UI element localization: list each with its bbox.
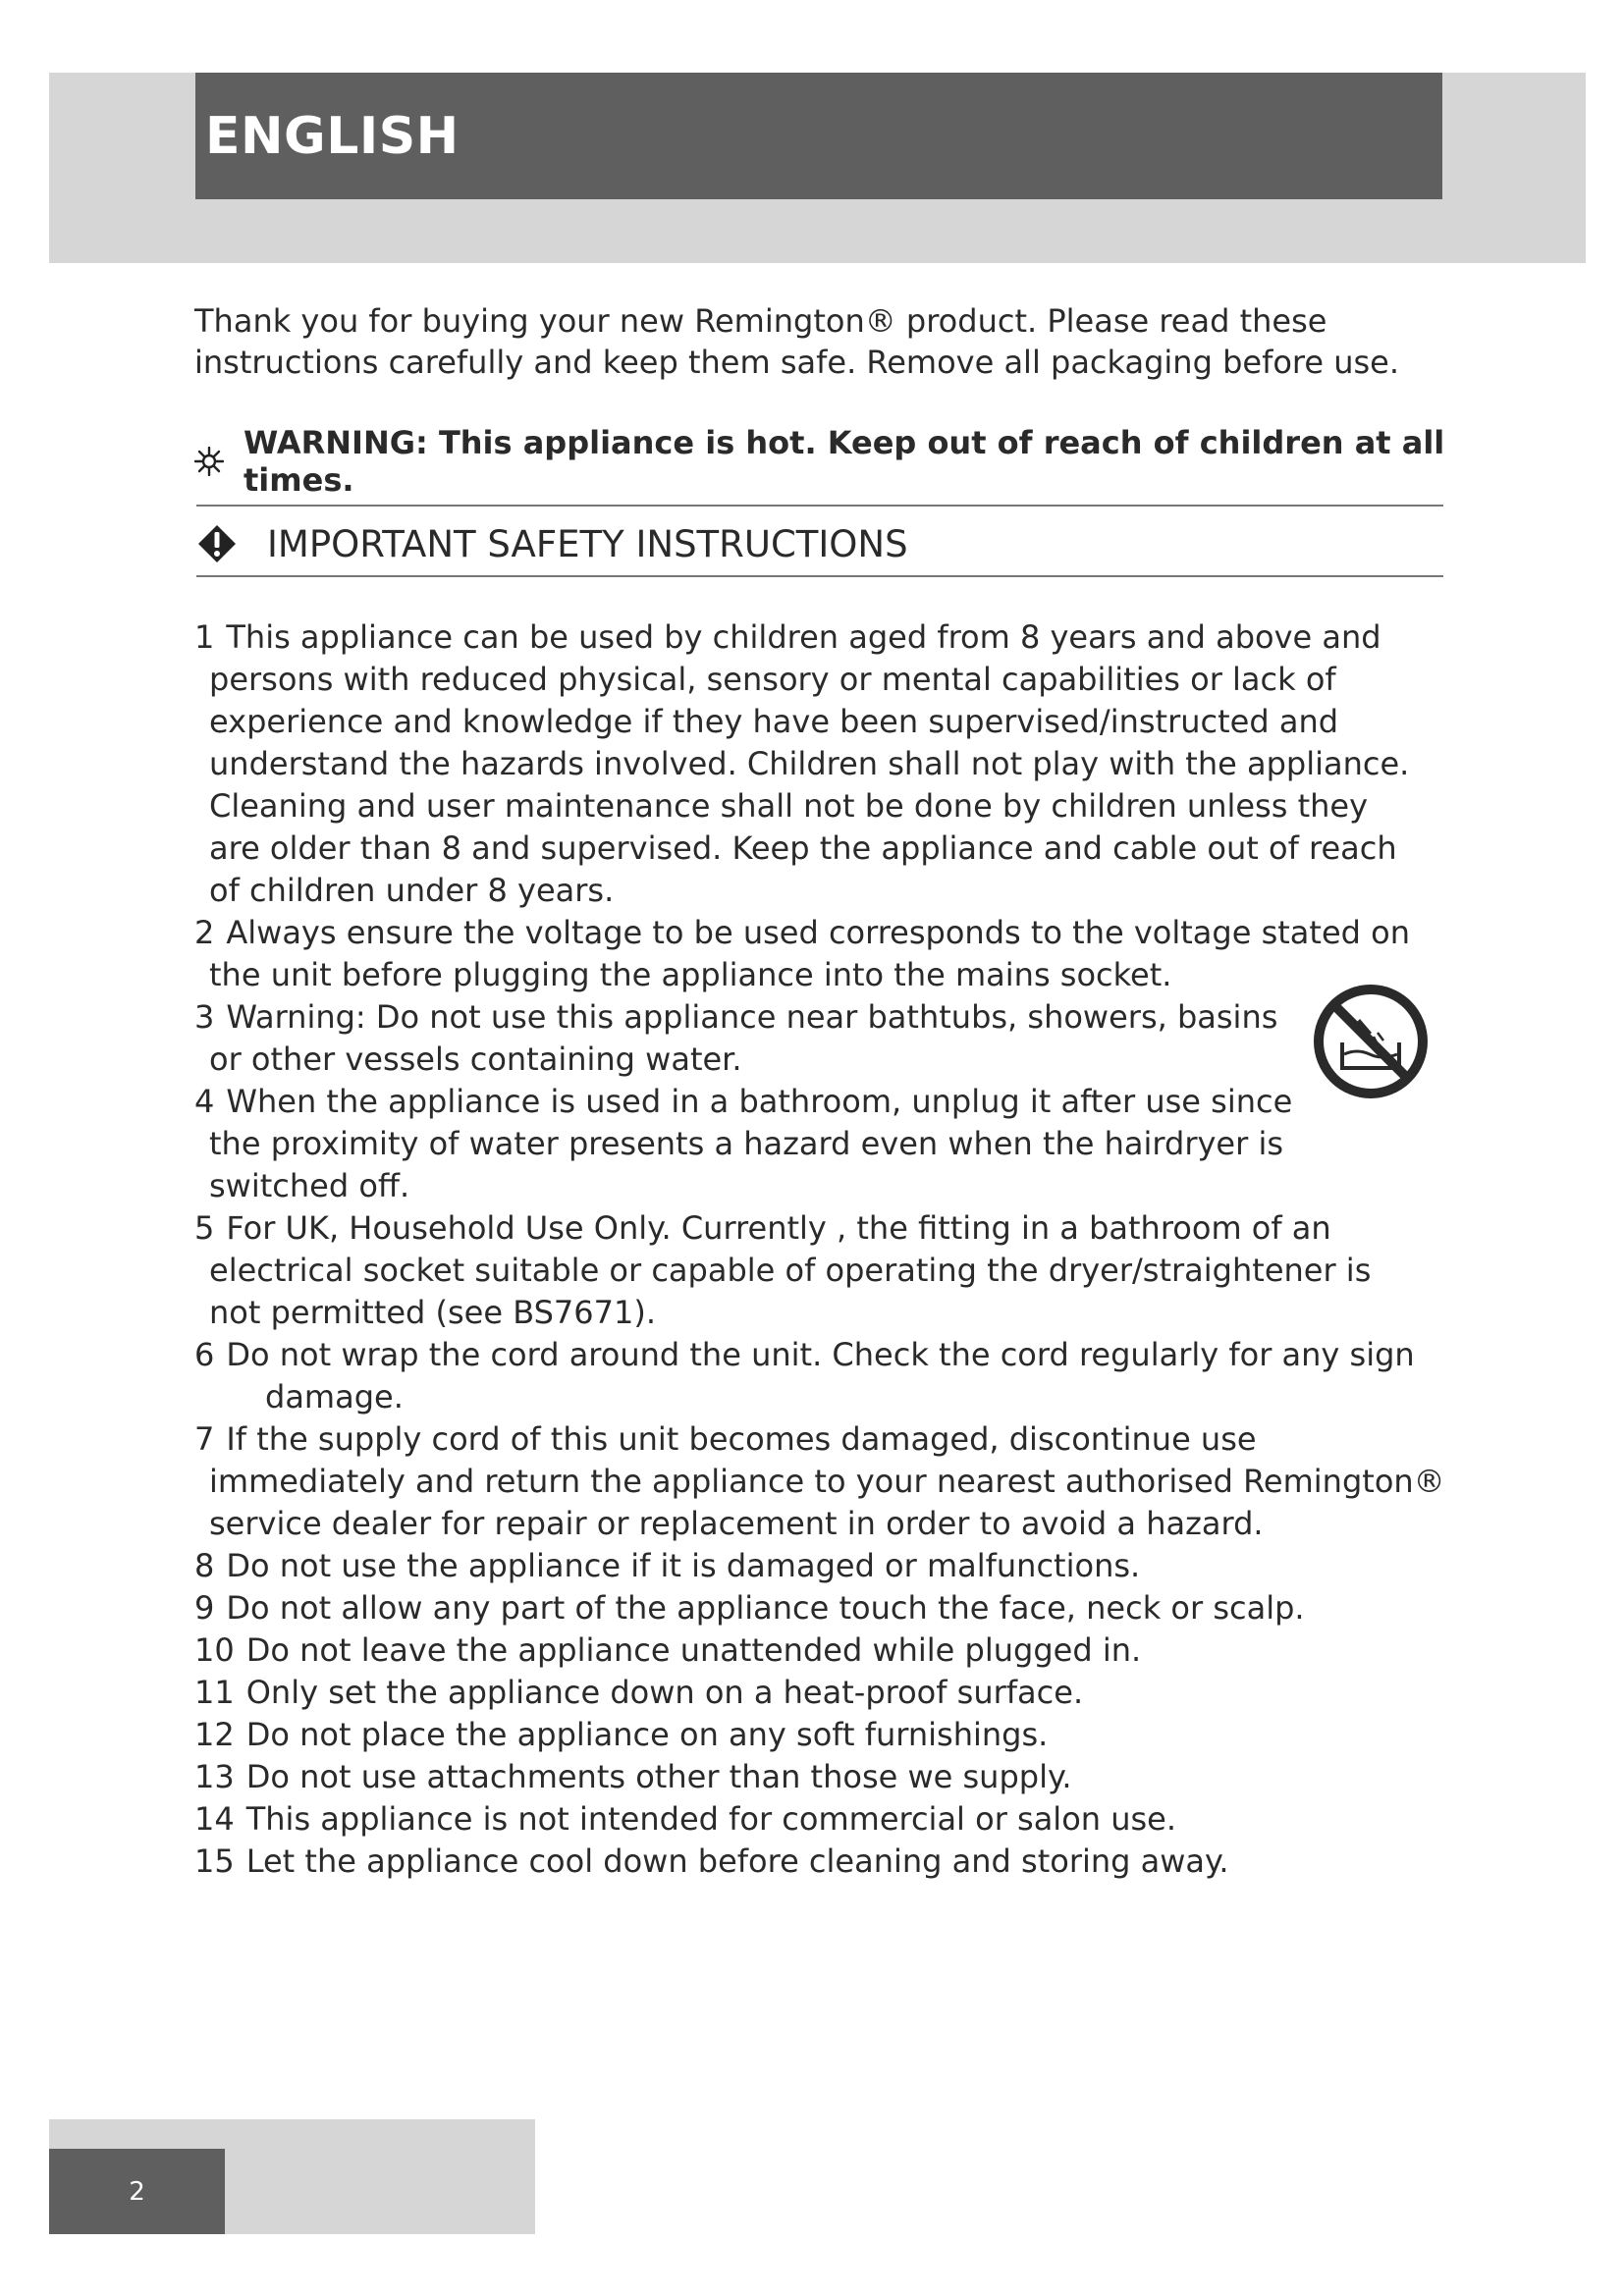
instruction-number: 6 bbox=[194, 1336, 215, 1373]
instruction-number: 14 bbox=[194, 1800, 235, 1838]
instruction-line: This appliance can be used by children aged from 8 years and above and bbox=[226, 618, 1381, 656]
instruction-number: 11 bbox=[194, 1674, 235, 1711]
instruction-item bbox=[194, 1714, 1471, 1756]
sun-warning-icon bbox=[194, 447, 224, 476]
instruction-number: 9 bbox=[194, 1589, 215, 1627]
instruction-number: 10 bbox=[194, 1631, 235, 1669]
instruction-number: 4 bbox=[194, 1083, 215, 1120]
instruction-line: Only set the appliance down on a heat-proof surface. bbox=[245, 1674, 1084, 1711]
instruction-number: 15 bbox=[194, 1842, 235, 1880]
instruction-line: Cleaning and user maintenance shall not be done by children unless they bbox=[209, 787, 1369, 825]
safety-heading-text: IMPORTANT SAFETY INSTRUCTIONS bbox=[267, 522, 908, 565]
instruction-line: the proximity of water presents a hazard even when the hairdryer is bbox=[209, 1125, 1283, 1162]
instruction-line: When the appliance is used in a bathroom, unplug it after use since bbox=[226, 1083, 1293, 1120]
instruction-item bbox=[194, 996, 1471, 1081]
page-number: 2 bbox=[49, 2149, 225, 2234]
no-water-bath-icon bbox=[1313, 984, 1429, 1099]
instruction-line: Do not allow any part of the appliance touch the face, neck or scalp. bbox=[226, 1589, 1305, 1627]
instruction-number: 8 bbox=[194, 1547, 215, 1584]
instruction-line: damage. bbox=[265, 1378, 404, 1415]
instruction-number: 7 bbox=[194, 1420, 215, 1458]
instruction-line: persons with reduced physical, sensory or mental capabilities or lack of bbox=[209, 661, 1336, 698]
instruction-number: 12 bbox=[194, 1716, 235, 1753]
instruction-number: 3 bbox=[194, 998, 215, 1036]
instruction-line: of children under 8 years. bbox=[209, 872, 615, 909]
instruction-line: If the supply cord of this unit becomes damaged, discontinue use bbox=[226, 1420, 1257, 1458]
instruction-line: Warning: Do not use this appliance near bathtubs, showers, basins bbox=[226, 998, 1278, 1036]
divider-top bbox=[196, 505, 1443, 507]
instruction-line: are older than 8 and supervised. Keep the appliance and cable out of reach bbox=[209, 829, 1397, 867]
instruction-number: 2 bbox=[194, 914, 215, 951]
safety-heading bbox=[196, 514, 908, 573]
page-title: ENGLISH bbox=[195, 73, 1442, 199]
instruction-line: electrical socket suitable or capable of operating the dryer/straightener is bbox=[209, 1252, 1372, 1289]
instruction-item bbox=[194, 912, 1471, 996]
instruction-item bbox=[194, 1207, 1471, 1334]
instruction-number: 13 bbox=[194, 1758, 235, 1795]
instruction-item bbox=[194, 616, 1471, 912]
instruction-line: switched off. bbox=[209, 1167, 410, 1204]
instruction-line: Let the appliance cool down before cleaning and storing away. bbox=[245, 1842, 1229, 1880]
instruction-line: For UK, Household Use Only. Currently , the fitting in a bathroom of an bbox=[226, 1209, 1331, 1247]
instruction-line: Do not place the appliance on any soft furnishings. bbox=[245, 1716, 1049, 1753]
instruction-line: This appliance is not intended for commercial or salon use. bbox=[245, 1800, 1177, 1838]
instruction-line: service dealer for repair or replacement in order to avoid a hazard. bbox=[209, 1505, 1264, 1542]
instruction-line: Do not use the appliance if it is damaged or malfunctions. bbox=[226, 1547, 1141, 1584]
instruction-item bbox=[194, 1081, 1471, 1207]
instruction-line: immediately and return the appliance to your nearest authorised Remington® bbox=[209, 1463, 1445, 1500]
instruction-number: 1 bbox=[194, 618, 215, 656]
exclamation-diamond-icon bbox=[196, 523, 238, 564]
instruction-line: Do not wrap the cord around the unit. Check the cord regularly for any sign bbox=[226, 1336, 1415, 1373]
heat-warning bbox=[194, 424, 1461, 499]
safety-instructions-list bbox=[194, 616, 1471, 1883]
instruction-item bbox=[194, 1798, 1471, 1841]
instruction-item bbox=[194, 1629, 1471, 1672]
instruction-item bbox=[194, 1756, 1471, 1798]
instruction-line: the unit before plugging the appliance into the mains socket. bbox=[209, 956, 1172, 993]
instruction-line: not permitted (see BS7671). bbox=[209, 1294, 656, 1331]
instruction-line: Always ensure the voltage to be used corresponds to the voltage stated on bbox=[226, 914, 1410, 951]
instruction-item bbox=[194, 1672, 1471, 1714]
instruction-item bbox=[194, 1334, 1471, 1418]
intro-paragraph: Thank you for buying your new Remington® product. Please read these instructions carefully and keep them safe. Remove all packaging before use. bbox=[194, 302, 1400, 381]
instruction-line: Do not leave the appliance unattended while plugged in. bbox=[245, 1631, 1142, 1669]
instruction-item bbox=[194, 1841, 1471, 1883]
divider-bottom bbox=[196, 575, 1443, 577]
instruction-item bbox=[194, 1545, 1471, 1587]
instruction-number: 5 bbox=[194, 1209, 215, 1247]
instruction-line: Do not use attachments other than those we supply. bbox=[245, 1758, 1072, 1795]
instruction-line: understand the hazards involved. Children shall not play with the appliance. bbox=[209, 745, 1410, 782]
instruction-line: or other vessels containing water. bbox=[209, 1041, 742, 1078]
instruction-item bbox=[194, 1418, 1471, 1545]
instruction-item bbox=[194, 1587, 1471, 1629]
instruction-line: experience and knowledge if they have been supervised/instructed and bbox=[209, 703, 1339, 740]
heat-warning-text: WARNING: This appliance is hot. Keep out of reach of children at all times. bbox=[244, 424, 1445, 499]
